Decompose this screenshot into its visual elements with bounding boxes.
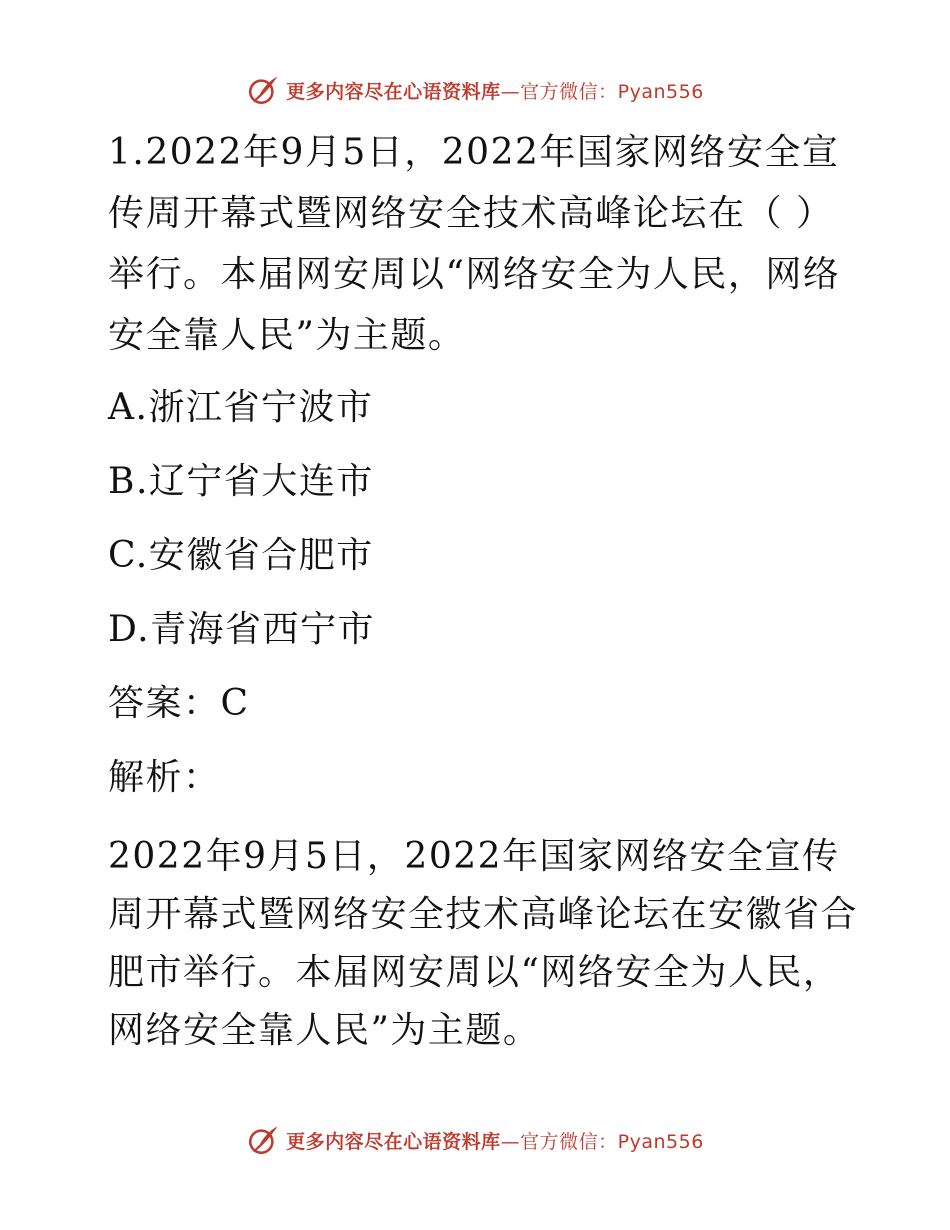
banner-separator: —: [500, 80, 521, 103]
analysis-label: 解析：: [108, 757, 221, 798]
footer-banner: [0, 1120, 950, 1160]
feather-quill-icon: [246, 1123, 280, 1157]
banner-library-text: 更多内容尽在心语资料库: [286, 1130, 501, 1153]
banner-wechat-text: 官方微信：Pyan556: [520, 80, 704, 103]
header-banner: [0, 70, 950, 110]
feather-quill-icon: [246, 73, 280, 107]
option-d: D.青海省西宁市: [108, 609, 376, 650]
banner-library-text: 更多内容尽在心语资料库: [286, 80, 501, 103]
banner-text: [286, 77, 704, 104]
option-c: C.安徽省合肥市: [108, 535, 374, 576]
option-a: A.浙江省宁波市: [108, 387, 374, 428]
analysis-text: 2022年9月5日，2022年国家网络安全宣传周开幕式暨网络安全技术高峰论坛在安徽省合肥市举行。本届网安周以“网络安全为人民，网络安全靠人民”为主题。: [108, 836, 859, 1051]
banner-text: [286, 1127, 704, 1154]
document-body: [98, 122, 858, 1060]
banner-wechat-text: 官方微信：Pyan556: [520, 1130, 704, 1153]
question-text: 1.2022年9月5日，2022年国家网络安全宣传周开幕式暨网络安全技术高峰论坛在（ ）举行。本届网安周以“网络安全为人民，网络安全靠人民”为主题。: [108, 132, 841, 356]
option-b: B.辽宁省大连市: [108, 461, 374, 502]
banner-separator: —: [500, 1130, 521, 1153]
answer-line: 答案：C: [108, 683, 250, 724]
